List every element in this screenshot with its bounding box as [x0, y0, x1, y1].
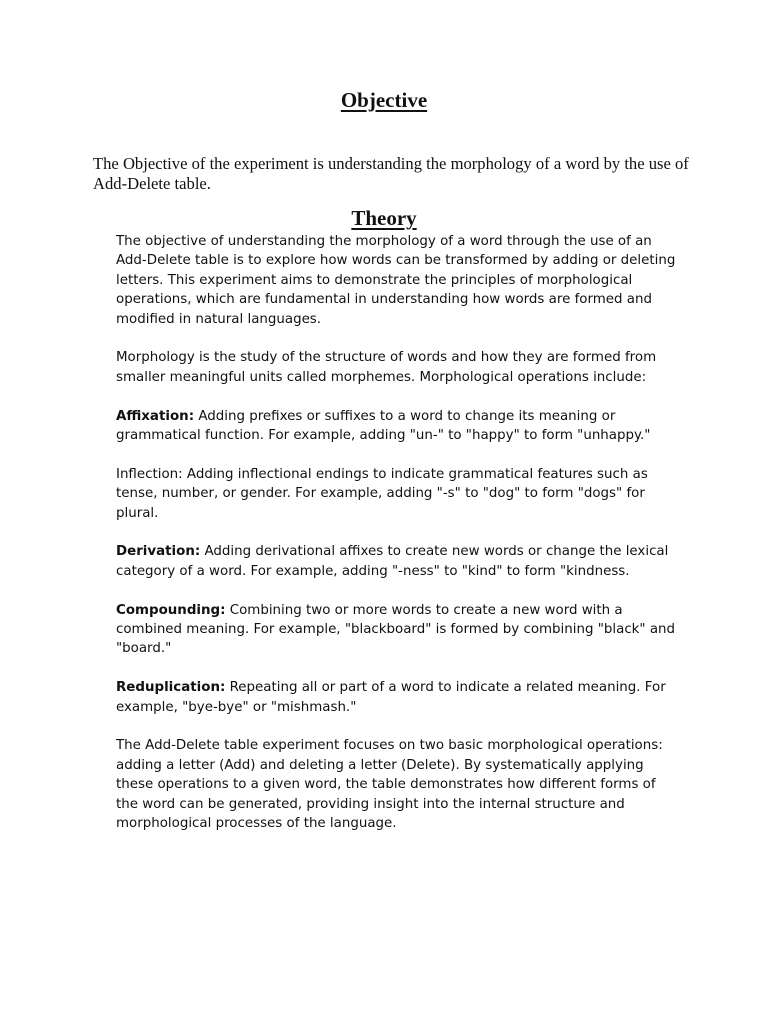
derivation-term: Derivation: — [116, 544, 201, 560]
theory-heading: Theory — [351, 206, 417, 230]
morphology-paragraph: Morphology is the study of the structure of words and how they are formed from smaller meaningful units called morphemes. Morphological operations include: — [116, 350, 657, 385]
objective-heading: Objective — [340, 88, 428, 112]
derivation-text: Adding derivational affixes to create new words or change the lexical category of a word. For example, adding "-ness" to "kind" to form "kindness. — [116, 544, 669, 579]
reduplication-text: Repeating all or part of a word to indicate a related meaning. For example, "bye-bye" or "mishmash." — [116, 680, 666, 715]
reduplication-paragraph — [116, 678, 676, 717]
theory-body — [116, 232, 676, 853]
compounding-paragraph — [116, 601, 676, 659]
affixation-text: Adding prefixes or suffixes to a word to change its meaning or grammatical function. For example, adding "un-" to "happy" to form "unhappy." — [116, 408, 651, 444]
compounding-text: Combining two or more words to create a new word with a combined meaning. For example, "blackboard" is formed by combining "black" and "board." — [116, 602, 676, 657]
affixation-term: Affixation: — [116, 408, 195, 424]
compounding-term: Compounding: — [116, 602, 226, 618]
derivation-paragraph — [116, 542, 676, 581]
objective-text: The Objective of the experiment is understanding the morphology of a word by the use of Add-Delete table. — [93, 154, 689, 193]
theory-intro-paragraph: The objective of understanding the morphology of a word through the use of an Add-Delete table is to explore how words can be transformed by adding or deleting letters. This experiment aims to demonstrate the principles of morphological operations, which are fundamental in understanding how words are formed and modified in natural languages. — [116, 234, 676, 327]
add-delete-paragraph: The Add-Delete table experiment focuses on two basic morphological operations: adding a letter (Add) and deleting a letter (Delete). By systematically applying these operations to a given word, the table demonstrates how different forms of the word can be generated, providing insight into the internal structure and morphological processes of the language. — [116, 738, 663, 832]
reduplication-term: Reduplication: — [116, 680, 226, 696]
inflection-paragraph: Inflection: Adding inflectional endings to indicate grammatical features such as tense, number, or gender. For example, adding "-s" to "dog" to form "dogs" for plural. — [116, 466, 648, 521]
affixation-paragraph — [116, 407, 676, 446]
